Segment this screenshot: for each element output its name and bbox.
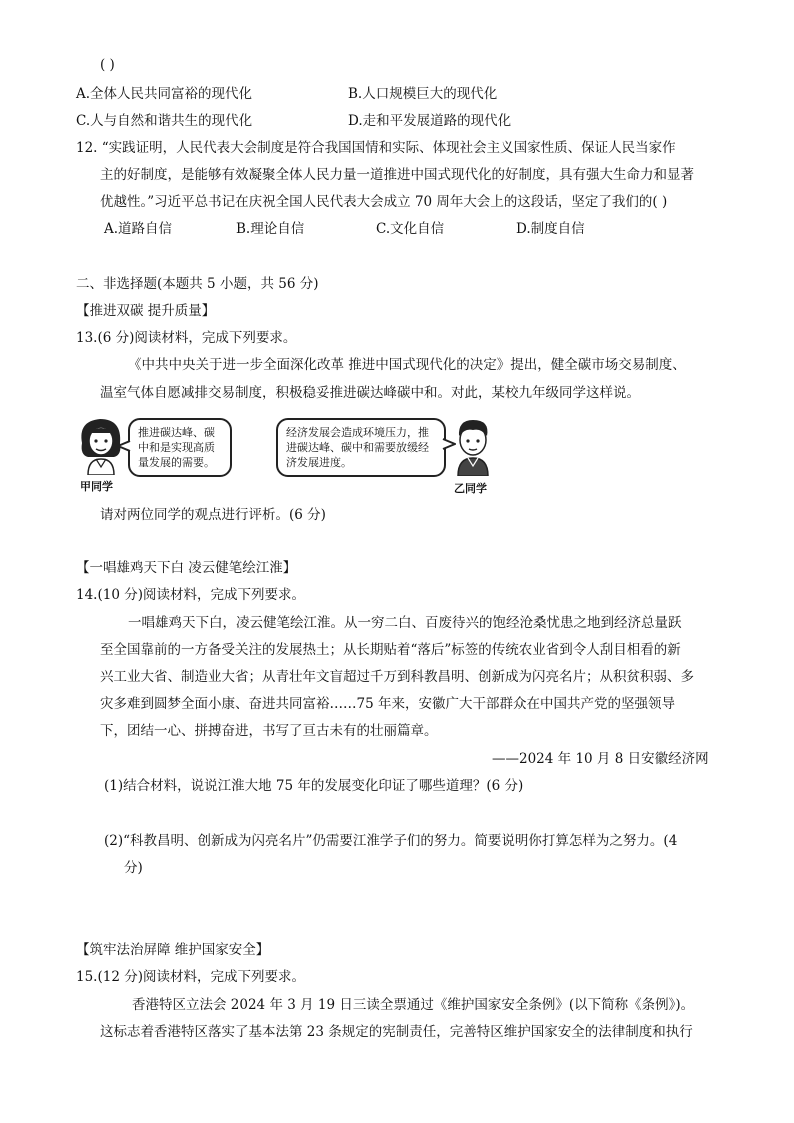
q12-option-a: A.道路自信 <box>104 221 173 237</box>
q14-material-line5: 下，团结一心、拼搏奋进，书写了亘古未有的壮丽篇章。 <box>100 723 438 739</box>
q14-material-line3: 兴工业大省、制造业大省；从青壮年文盲超过千万到科教昌明、创新成为闪亮名片；从积贫积弱、多 <box>100 669 694 685</box>
q13-question: 请对两位同学的观点进行评析。(6 分) <box>100 507 326 523</box>
q13-material-line1: 《中共中央关于进一步全面深化改革 推进中国式现代化的决定》提出，健全碳市场交易制度、 <box>128 357 686 373</box>
section-heading: 二、非选择题(本题共 5 小题，共 56 分) <box>76 276 319 292</box>
q12-option-c: C.文化自信 <box>376 221 445 237</box>
student-yi-label: 乙同学 <box>454 482 487 495</box>
q14-subquestion-2: (2)“科教昌明、创新成为闪亮名片”仍需要江淮学子们的努力。简要说明你打算怎样为之努力。(4 <box>104 833 678 849</box>
q15-stem: 15.(12 分)阅读材料，完成下列要求。 <box>76 969 305 985</box>
q13-material-line2: 温室气体自愿减排交易制度，积极稳妥推进碳达峰碳中和。对此，某校九年级同学这样说。 <box>100 385 640 401</box>
q11-option-c: C.人与自然和谐共生的现代化 <box>76 113 253 129</box>
q14-source: ——2024 年 10 月 8 日安徽经济网 <box>492 751 709 767</box>
bubble-tail-jia <box>117 440 131 452</box>
q13-topic: 【推进双碳 提升质量】 <box>76 303 216 319</box>
q14-topic: 【一唱雄鸡天下白 凌云健笔绘江淮】 <box>76 560 297 576</box>
q15-material-line2: 这标志着香港特区落实了基本法第 23 条规定的宪制责任，完善特区维护国家安全的法律制度和执行 <box>100 1024 693 1040</box>
q12-stem-line3: 优越性。”习近平总书记在庆祝全国人民代表大会成立 70 周年大会上的这段话，坚定了我们的( ) <box>100 194 668 210</box>
q13-stem: 13.(6 分)阅读材料，完成下列要求。 <box>76 330 297 346</box>
q11-option-d: D.走和平发展道路的现代化 <box>348 113 512 129</box>
q11-answer-bracket: ( ) <box>100 57 115 73</box>
q14-subquestion-2-cont: 分) <box>124 860 143 876</box>
speech-bubble-jia: 推进碳达峰、碳中和是实现高质量发展的需要。 <box>128 418 232 477</box>
student-jia-label: 甲同学 <box>80 480 113 493</box>
q14-material-line2: 至全国靠前的一方备受关注的发展热土；从长期贴着“落后”标签的传统农业省到令人刮目相看的新 <box>100 642 681 658</box>
q15-topic: 【筑牢法治屏障 维护国家安全】 <box>76 942 270 958</box>
q12-option-d: D.制度自信 <box>516 221 585 237</box>
q11-option-a: A.全体人民共同富裕的现代化 <box>76 86 253 102</box>
q12-stem-line2: 主的好制度，是能够有效凝聚全体人民力量一道推进中国式现代化的好制度，具有强大生命力和显著 <box>100 167 694 183</box>
q14-material-line1: 一唱雄鸡天下白，凌云健笔绘江淮。从一穷二白、百废待兴的饱经沧桑忧患之地到经济总量跃 <box>128 615 682 631</box>
q12-stem-line1: 12. “实践证明，人民代表大会制度是符合我国国情和实际、体现社会主义国家性质、保证人民当家作 <box>76 140 676 156</box>
q14-material-line4: 灾多难到圆梦全面小康、奋进共同富裕……75 年来，安徽广大干部群众在中国共产党的坚强领导 <box>100 696 675 712</box>
q15-material-line1: 香港特区立法会 2024 年 3 月 19 日三读全票通过《维护国家安全条例》(以下简称《条例》)。 <box>132 997 695 1013</box>
q14-stem: 14.(10 分)阅读材料，完成下列要求。 <box>76 587 305 603</box>
speech-bubble-yi: 经济发展会造成环境压力，推进碳达峰、碳中和需要放缓经济发展进度。 <box>276 418 446 477</box>
q12-option-b: B.理论自信 <box>236 221 305 237</box>
q11-option-b: B.人口规模巨大的现代化 <box>348 86 498 102</box>
q14-subquestion-1: (1)结合材料，说说江淮大地 75 年的发展变化印证了哪些道理？(6 分) <box>104 778 524 794</box>
boy-student-illustration <box>448 414 498 476</box>
